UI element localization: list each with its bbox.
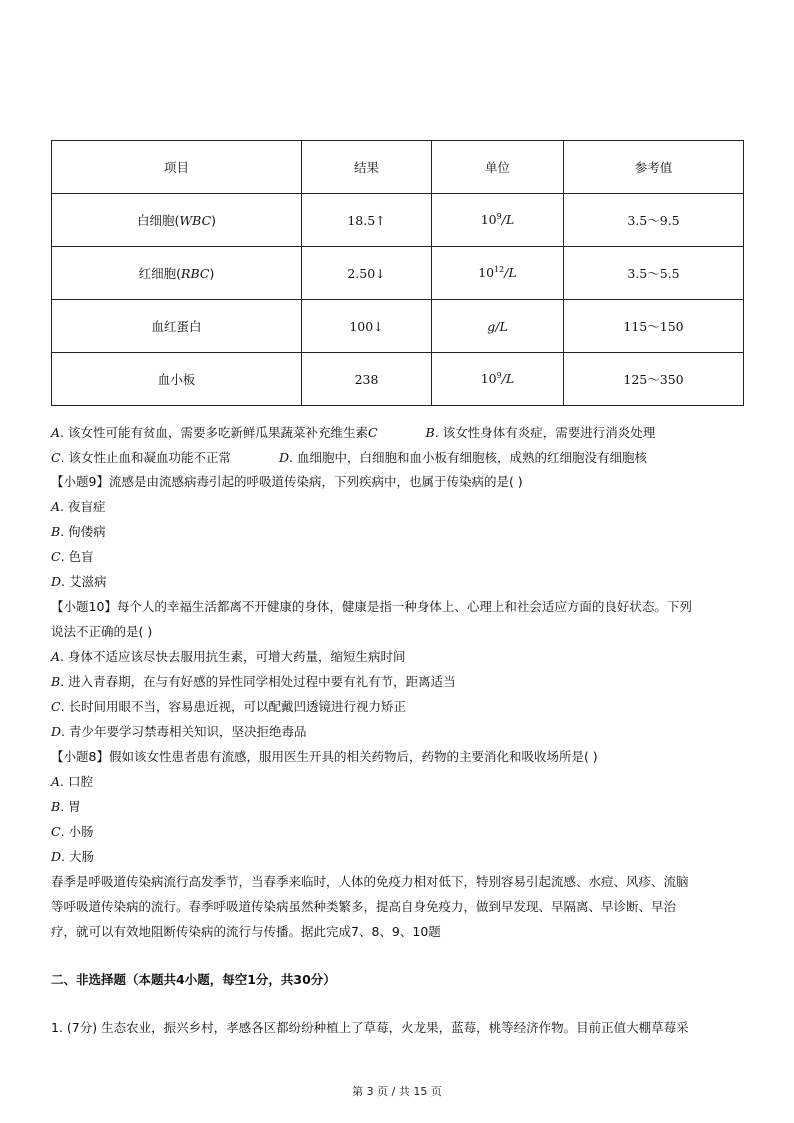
item-cell: 红细胞(RBC) — [52, 247, 302, 300]
result-cell: 100↓ — [302, 300, 432, 353]
header-result: 结果 — [302, 141, 432, 194]
passage-line-3: 疗，就可以有效地阻断传染病的流行与传播。据此完成7、8、9、10题 — [51, 924, 441, 939]
q10-stem-line1: 【小题10】每个人的幸福生活都离不开健康的身体，健康是指一种身体上、心理上和社会适应方面的良好状态。下列 — [51, 599, 692, 614]
q10-option-b: B. 进入青春期，在与有好感的异性同学相处过程中要有礼有节，距离适当 — [51, 674, 456, 689]
page-footer: 第 3 页 / 共 15 页 — [352, 1085, 442, 1098]
question-1-text: 1. (7分) 生态农业，振兴乡村，孝感各区都纷纷种植上了草莓，火龙果，蓝莓，桃等经济作物。目前正值大棚草莓采 — [51, 1020, 689, 1035]
option-d-text: 血细胞中，白细胞和血小板有细胞核，成熟的红细胞没有细胞核 — [297, 450, 648, 465]
q10-option-d: D. 青少年要学习禁毒相关知识，坚决拒绝毒品 — [51, 724, 307, 739]
table-question-options-ab: A. 该女性可能有贫血，需要多吃新鲜瓜果蔬菜补充维生素C B. 该女性身体有炎症，需要进行消炎处理 — [51, 425, 656, 440]
header-reference: 参考值 — [564, 141, 744, 194]
item-cell: 白细胞(WBC) — [52, 194, 302, 247]
reference-cell: 115～150 — [564, 300, 744, 353]
unit-cell: $10^9/L$ — [432, 194, 564, 247]
result-cell: 238 — [302, 353, 432, 406]
q10-option-a: A. 身体不适应该尽快去服用抗生素，可增大药量，缩短生病时间 — [51, 649, 406, 664]
q8-option-b: B. 胃 — [51, 799, 81, 814]
table-question-options-cd: C. 该女性止血和凝血功能不正常 D. 血细胞中，白细胞和血小板有细胞核，成熟的红细胞没有细胞核 — [51, 450, 648, 465]
q9-option-a: A. 夜盲症 — [51, 499, 106, 514]
table-header-row — [52, 141, 744, 194]
q8-stem: 【小题8】假如该女性患者患有流感，服用医生开具的相关药物后，药物的主要消化和吸收场所是( ) — [51, 749, 598, 764]
unit-cell: g/L — [432, 300, 564, 353]
reference-cell: 3.5～9.5 — [564, 194, 744, 247]
q9-stem: 【小题9】流感是由流感病毒引起的呼吸道传染病，下列疾病中，也属于传染病的是( ) — [51, 474, 523, 489]
option-b-text: 该女性身体有炎症，需要进行消炎处理 — [442, 425, 656, 440]
header-unit: 单位 — [432, 141, 564, 194]
q9-option-d: D. 艾滋病 — [51, 574, 107, 589]
unit-cell: $10^9/L$ — [432, 353, 564, 406]
blood-test-table — [51, 140, 744, 406]
q9-option-c: C. 色盲 — [51, 549, 94, 564]
q8-option-c: C. 小肠 — [51, 824, 94, 839]
passage-line-1: 春季是呼吸道传染病流行高发季节，当春季来临时，人体的免疫力相对低下，特别容易引起流感、水痘、风疹、流脑 — [51, 874, 689, 889]
q8-option-d: D. 大肠 — [51, 849, 94, 864]
q8-option-a: A. 口腔 — [51, 774, 93, 789]
passage-line-2: 等呼吸道传染病的流行。春季呼吸道传染病虽然种类繁多，提高自身免疫力，做到早发现、早隔离、早诊断、早治 — [51, 899, 677, 914]
option-a-text: 该女性可能有贫血，需要多吃新鲜瓜果蔬菜补充维生素 — [67, 425, 368, 440]
q9-option-b: B. 佝偻病 — [51, 524, 106, 539]
header-item: 项目 — [52, 141, 302, 194]
reference-cell: 125～350 — [564, 353, 744, 406]
result-cell: 2.50↓ — [302, 247, 432, 300]
reference-cell: 3.5～5.5 — [564, 247, 744, 300]
unit-cell: $10^{12}/L$ — [432, 247, 564, 300]
result-cell: 18.5↑ — [302, 194, 432, 247]
item-cell: 血红蛋白 — [52, 300, 302, 353]
q10-stem-line2: 说法不正确的是( ) — [51, 624, 153, 639]
item-cell: 血小板 — [52, 353, 302, 406]
table-row — [52, 300, 744, 353]
q10-option-c: C. 长时间用眼不当，容易患近视，可以配戴凹透镜进行视力矫正 — [51, 699, 407, 714]
table-row — [52, 194, 744, 247]
section-title: 二、非选择题（本题共4小题，每空1分，共30分） — [51, 972, 336, 987]
table-row — [52, 247, 744, 300]
table-row — [52, 353, 744, 406]
option-c-text: 该女性止血和凝血功能不正常 — [68, 450, 232, 465]
